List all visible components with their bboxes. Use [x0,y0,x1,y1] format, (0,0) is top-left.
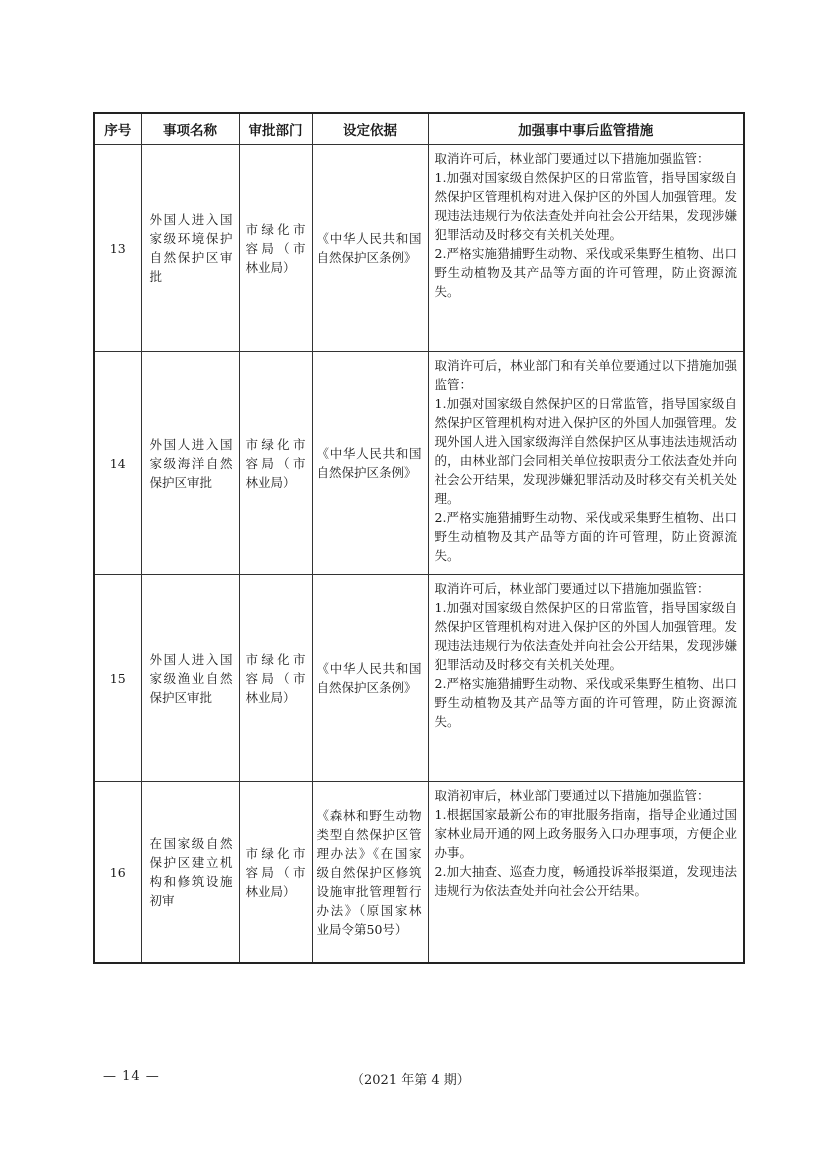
row-number: 15 [94,575,141,782]
measure-paragraph: 2.严格实施猎捕野生动物、采伐或采集野生植物、出口野生动植物及其产品等方面的许可管理，防止资源流失。 [434,676,737,729]
row-number: 13 [94,145,141,352]
supervision-measures [428,575,744,782]
supervision-measures [428,145,744,352]
legal-basis: 《森林和野生动物类型自然保护区管理办法》《在国家级自然保护区修筑设施审批管理暂行办法》（原国家林业局令第50号） [312,782,428,964]
legal-basis: 《中华人民共和国自然保护区条例》 [312,352,428,575]
measure-paragraph: 取消许可后，林业部门要通过以下措施加强监管： [434,151,710,166]
item-name: 外国人进入国家级环境保护自然保护区审批 [141,145,239,352]
approval-dept: 市绿化市容局（市林业局） [239,782,312,964]
page-number: — 14 — [103,1069,160,1084]
legal-basis: 《中华人民共和国自然保护区条例》 [312,145,428,352]
approval-dept: 市绿化市容局（市林业局） [239,145,312,352]
row-number: 14 [94,352,141,575]
measure-paragraph: 1.根据国家最新公布的审批服务指南，指导企业通过国家林业局开通的网上政务服务入口办理事项，方便企业办事。 [434,807,737,860]
measure-paragraph: 1.加强对国家级自然保护区的日常监管，指导国家级自然保护区管理机构对进入保护区的外国人加强管理。发现违法违规行为依法查处并向社会公开结果，发现涉嫌犯罪活动及时移交有关机关处理。 [434,170,737,242]
regulation-table [93,112,745,964]
supervision-measures [428,352,744,575]
table-header-row [94,113,744,145]
table-row [94,145,744,352]
item-name: 外国人进入国家级海洋自然保护区审批 [141,352,239,575]
measure-paragraph: 2.加大抽查、巡查力度，畅通投诉举报渠道，发现违法违规行为依法查处并向社会公开结果。 [434,864,737,898]
measure-paragraph: 2.严格实施猎捕野生动物、采伐或采集野生植物、出口野生动植物及其产品等方面的许可管理，防止资源流失。 [434,246,737,299]
header-supervision-measures: 加强事中事后监管措施 [428,113,744,145]
measure-paragraph: 取消初审后，林业部门要通过以下措施加强监管： [434,788,710,803]
supervision-measures [428,782,744,964]
measure-paragraph: 2.严格实施猎捕野生动物、采伐或采集野生植物、出口野生动植物及其产品等方面的许可管理，防止资源流失。 [434,510,737,563]
measure-paragraph: 1.加强对国家级自然保护区的日常监管，指导国家级自然保护区管理机构对进入保护区的外国人加强管理。发现外国人进入国家级海洋自然保护区从事违法违规活动的，由林业部门会同相关单位按职责分工依法查处并向社会公开结果，发现涉嫌犯罪活动及时移交有关机关处理。 [434,396,737,506]
issue-label: （2021 年第 4 期） [351,1073,470,1088]
table-row [94,782,744,964]
row-number: 16 [94,782,141,964]
measure-paragraph: 1.加强对国家级自然保护区的日常监管，指导国家级自然保护区管理机构对进入保护区的外国人加强管理。发现违法违规行为依法查处并向社会公开结果，发现涉嫌犯罪活动及时移交有关机关处理。 [434,600,737,672]
item-name: 在国家级自然保护区建立机构和修筑设施初审 [141,782,239,964]
approval-dept: 市绿化市容局（市林业局） [239,352,312,575]
table-row [94,352,744,575]
header-legal-basis: 设定依据 [312,113,428,145]
measure-paragraph: 取消许可后，林业部门和有关单位要通过以下措施加强监管： [434,358,737,392]
legal-basis: 《中华人民共和国自然保护区条例》 [312,575,428,782]
header-serial: 序号 [94,113,141,145]
header-approval-dept: 审批部门 [239,113,312,145]
item-name: 外国人进入国家级渔业自然保护区审批 [141,575,239,782]
approval-dept: 市绿化市容局（市林业局） [239,575,312,782]
measure-paragraph: 取消许可后，林业部门要通过以下措施加强监管： [434,581,710,596]
header-item-name: 事项名称 [141,113,239,145]
table-row [94,575,744,782]
